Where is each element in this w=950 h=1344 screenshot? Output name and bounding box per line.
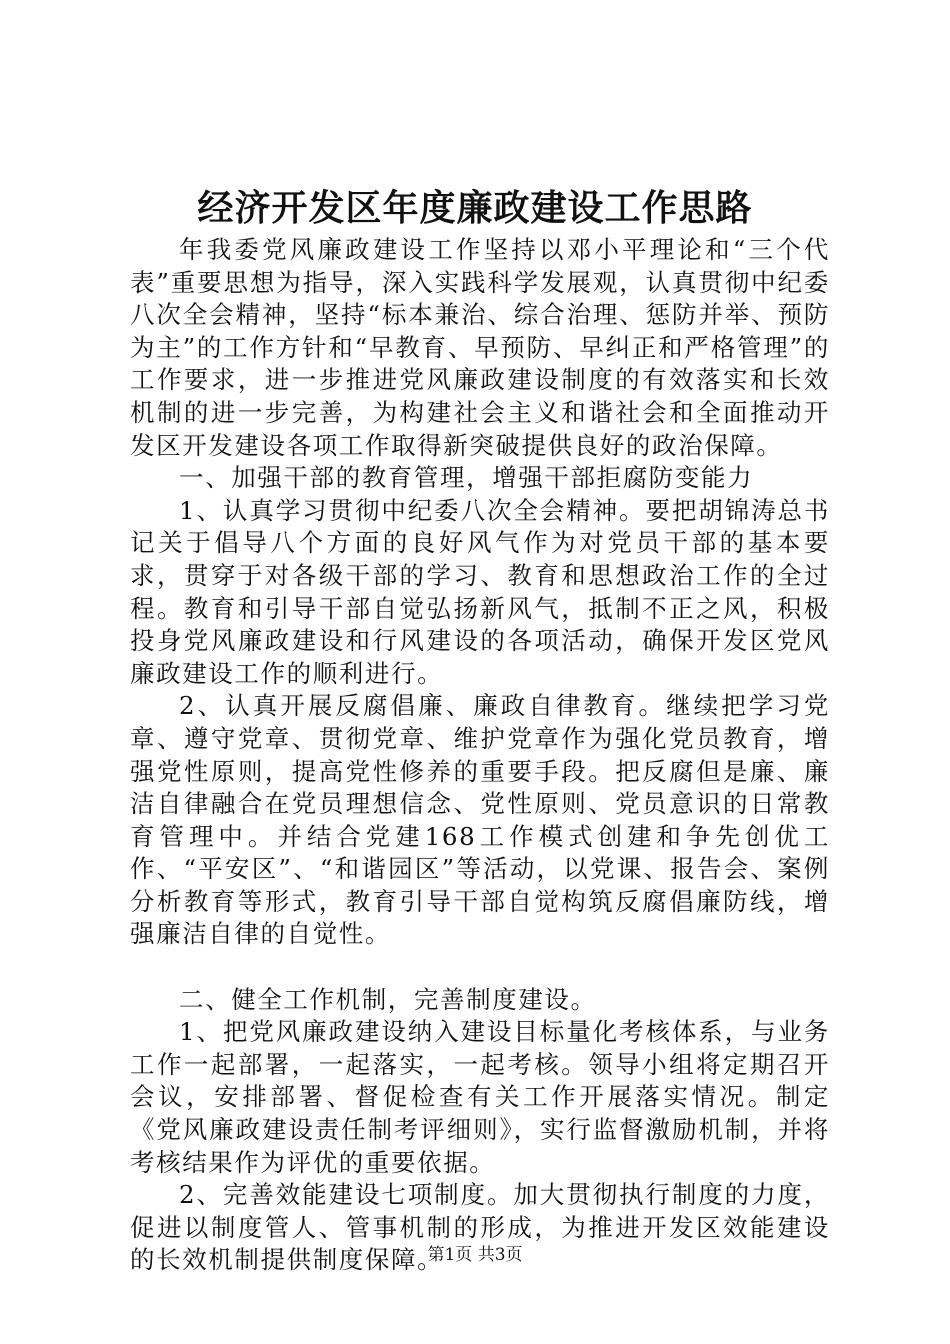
section-1-item-2: 2、认真开展反腐倡廉、廉政自律教育。继续把学习党章、遵守党章、贯彻党章、维护党章作为强化党员教育，增强党性原则，提高党性修养的重要手段。把反腐但是廉、廉洁自律融合在党员理想信念、党性原则、党员意识的日常教育管理中。并结合党建168工作模式创建和争先创优工作、“平安区”、“和谐园区”等活动，以党课、报告会、案例分析教育等形式，教育引导干部自觉构筑反腐倡廉防线，增强廉洁自律的自觉性。 xyxy=(130,691,830,949)
intro-paragraph: 年我委党风廉政建设工作坚持以邓小平理论和“三个代表”重要思想为指导，深入实践科学发展观，认真贯彻中纪委八次全会精神，坚持“标本兼治、综合治理、惩防并举、预防为主”的工作方针和“早教育、早预防、早纠正和严格管理”的工作要求，进一步推进党风廉政建设制度的有效落实和长效机制的进一步完善，为构建社会主义和谐社会和全面推动开发区开发建设各项工作取得新突破提供良好的政治保障。 xyxy=(130,235,830,460)
section-1-heading: 一、加强干部的教育管理，增强干部拒腐防变能力 xyxy=(179,463,754,493)
section-2-heading: 二、健全工作机制，完善制度建设。 xyxy=(179,984,597,1014)
section-2-item-2: 2、完善效能建设七项制度。加大贯彻执行制度的力度，促进以制度管人、管事机制的形成，为推进开发区效能建设的长效机制提供制度保障。 xyxy=(130,1180,830,1275)
document-body xyxy=(130,234,830,1277)
section-1-item-1: 1、认真学习贯彻中纪委八次全会精神。要把胡锦涛总书记关于倡导八个方面的良好风气作为对党员干部的基本要求，贯穿于对各级干部的学习、教育和思想政治工作的全过程。教育和引导干部自觉弘扬新风气，抵制不正之风，积极投身党风廉政建设和行风建设的各项活动，确保开发区党风廉政建设工作的顺利进行。 xyxy=(130,495,830,688)
page-footer: 第1页 共3页 xyxy=(427,1245,523,1265)
section-2-item-1: 1、把党风廉政建设纳入建设目标量化考核体系，与业务工作一起部署，一起落实，一起考核。领导小组将定期召开会议，安排部署、督促检查有关工作开展落实情况。制定《党风廉政建设责任制考评细则》，实行监督激励机制，并将考核结果作为评优的重要依据。 xyxy=(130,1017,830,1177)
document-title: 经济开发区年度廉政建设工作思路 xyxy=(197,187,753,229)
